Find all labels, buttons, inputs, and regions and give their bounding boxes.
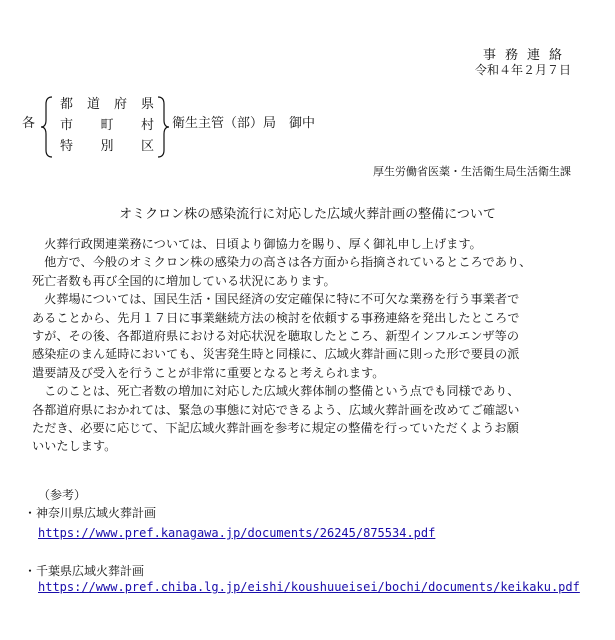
reference-kanagawa-label: ・神奈川県広域火葬計画 (24, 506, 157, 520)
recipient-municipalities: 市 町 村 (60, 118, 154, 133)
recipient-special-wards: 特 別 区 (60, 139, 154, 154)
body-line: ただき、必要に応じて、下記広域火葬計画を参考に規定の整備を行っていただくようお願 (32, 421, 519, 436)
document-title: オミクロン株の感染流行に対応した広域火葬計画の整備について (119, 207, 496, 222)
body-line: いいたします。 (32, 439, 117, 454)
body-line: 感染症のまん延時においても、災害発生時と同様に、広域火葬計画に則った形で要員の派 (32, 347, 520, 362)
notice-type-label: 事務連絡 (482, 48, 571, 63)
body-line: すが、その後、各都道府県における対応状況を聴取したところ、新型インフルエンザ等の (32, 329, 520, 344)
body-line: 他方で、今般のオミクロン株の感染力の高さは各方面から指摘されているところであり、 (32, 255, 532, 270)
sender-office: 厚生労働省医薬・生活衛生局生活衛生課 (373, 165, 571, 178)
reference-chiba-label: ・千葉県広域火葬計画 (24, 564, 145, 578)
reference-chiba-link[interactable]: https://www.pref.chiba.lg.jp/eishi/koushuueisei/bochi/documents/keikaku.pdf (38, 580, 580, 594)
left-brace-icon (40, 96, 54, 158)
issue-date: 令和４年２月７日 (474, 63, 571, 77)
body-line: 火葬行政関連業務については、日頃より御協力を賜り、厚く御礼申し上げます。 (32, 237, 482, 251)
body-line: 死亡者数も再び全国的に増加している状況にあります。 (32, 273, 336, 288)
body-line: 火葬場については、国民生活・国民経済の安定確保に特に不可欠な業務を行う事業者で (32, 292, 520, 307)
right-brace-icon (156, 96, 170, 158)
recipient-department: 衛生主管（部）局 御中 (172, 116, 316, 131)
address-prefix: 各 (22, 116, 36, 131)
reference-kanagawa-link[interactable]: https://www.pref.kanagawa.jp/documents/26245/875534.pdf (38, 526, 436, 540)
body-line: 各都道府県におかれては、緊急の事態に対応できるよう、広域火葬計画を改めてご確認い (32, 402, 520, 417)
body-line: あることから、先月１７日に事業継続方法の検討を依頼する事務連絡を発出したところで (32, 310, 520, 325)
body-line: 遣要請及び受入を行うことが非常に重要となると考えられます。 (32, 365, 385, 380)
recipient-prefectures: 都 道 府 県 (60, 97, 154, 112)
document-body (32, 235, 580, 456)
body-line: このことは、死亡者数の増加に対応した広域火葬体制の整備という点でも同様であり、 (32, 384, 520, 399)
address-recipients (60, 94, 154, 157)
references-heading: （参考） (38, 488, 87, 502)
